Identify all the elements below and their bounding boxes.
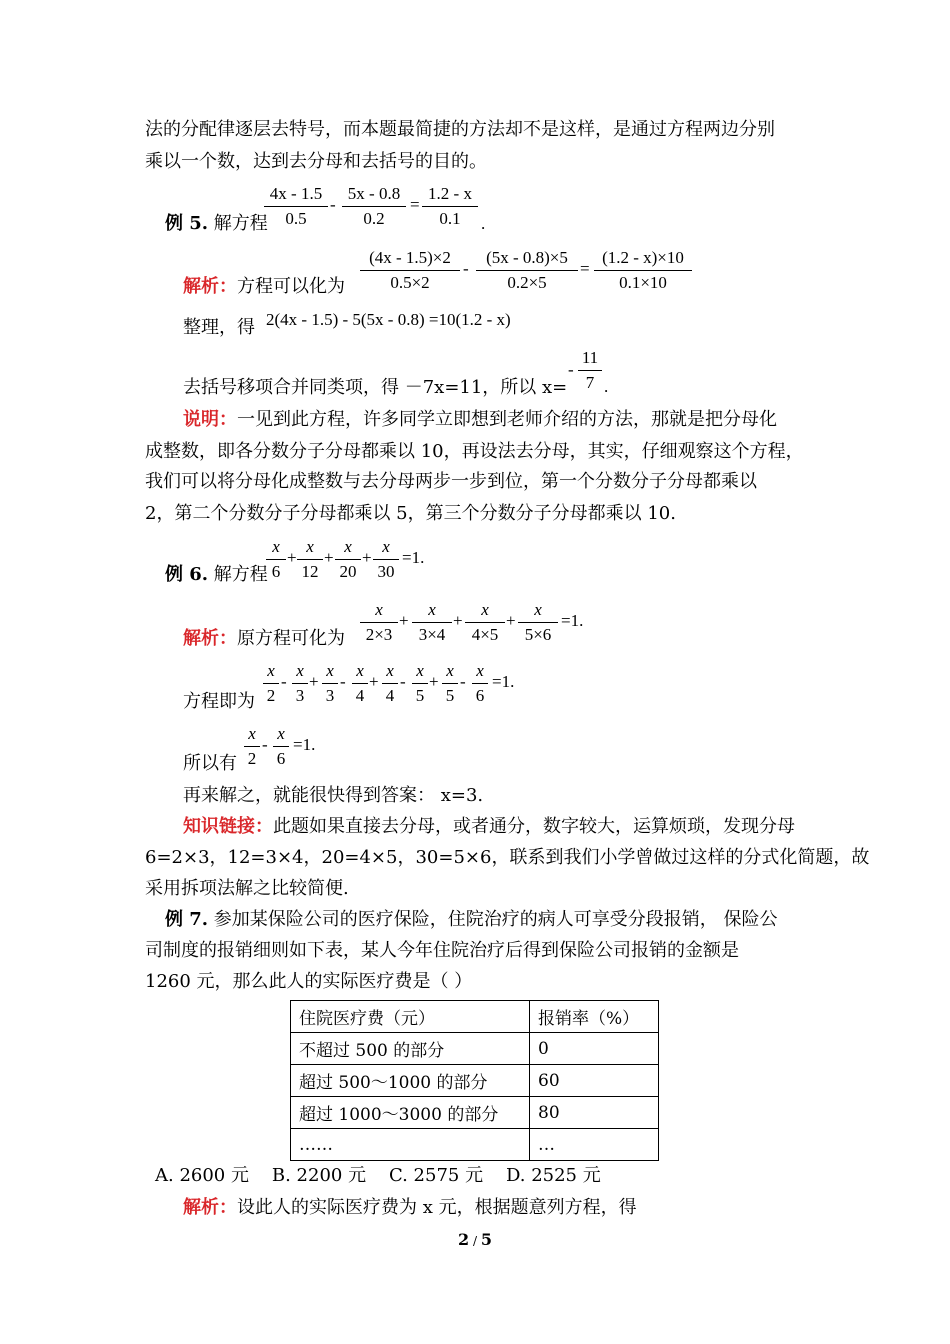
operator: + (362, 548, 372, 567)
table-header: 住院医疗费（元） (291, 1001, 530, 1033)
fraction: $\frac{x}{3}$ (322, 661, 338, 706)
fraction: $\frac{1.2 - x}{0.1}$ (422, 184, 478, 229)
example-5-heading (165, 212, 268, 236)
option-d: D. 2525 元 (505, 1165, 601, 1186)
page-number: 2 / 5 (458, 1230, 492, 1249)
fraction: $\frac{11}{7}$ (578, 348, 602, 393)
example-6-heading (165, 563, 268, 587)
table-cell: …… (291, 1129, 530, 1161)
tidy-line: 整理，得 (183, 317, 255, 338)
operator: - (400, 672, 406, 691)
table-cell: … (530, 1129, 659, 1161)
note-line: 成整数，即各分数分子分母都乘以 10，再设法去分母，其实，仔细观察这个方程， (145, 441, 804, 462)
example-7-line: 司制度的报销细则如下表，某人今年住院治疗后得到保险公司报销的金额是 (145, 940, 739, 961)
fraction: $\frac{x}{2\times 3}$ (360, 600, 398, 645)
knowledge-link-label: 知识链接： (183, 816, 273, 837)
options-line (155, 1164, 601, 1188)
fraction: $\frac{4x - 1.5}{0.5}$ (264, 184, 328, 229)
fraction: $\frac{(4x - 1.5)\times 2}{0.5\times 2}$ (360, 248, 460, 293)
operator: - (463, 259, 469, 278)
fraction: $\frac{x}{12}$ (297, 537, 323, 582)
fraction: $\frac{x}{3}$ (292, 661, 308, 706)
example-label: 例 7. (165, 909, 209, 930)
end-mark: =1. (293, 735, 316, 754)
table-cell: 60 (530, 1065, 659, 1097)
example-text: 解方程 (213, 564, 268, 585)
analysis-label: 解析： (183, 276, 237, 297)
link-line: 知识链接：此题如果直接去分母，或者通分，数字较大，运算烦琐，发现分母 (183, 816, 795, 837)
operator: - (262, 735, 268, 754)
fraction: $\frac{x}{5}$ (412, 661, 428, 706)
end-mark: =1. (402, 548, 425, 567)
table-cell: 超过 1000～3000 的部分 (291, 1097, 530, 1129)
table-header: 报销率（%） (530, 1001, 659, 1033)
reimbursement-table (290, 1000, 659, 1161)
option-c: C. 2575 元 (388, 1165, 484, 1186)
operator: - (281, 672, 287, 691)
operator: - (340, 672, 346, 691)
note-label: 说明： (183, 409, 237, 430)
table-cell: 80 (530, 1097, 659, 1129)
fraction: $\frac{x}{2}$ (263, 661, 279, 706)
operator: = (580, 259, 590, 278)
note-line: 我们可以将分母化成整数与去分母两步一步到位，第一个分数分子分母都乘以 (145, 471, 757, 492)
operator: + (287, 548, 297, 567)
analysis-line: 解析：原方程可化为 (183, 628, 345, 649)
end-mark: . (604, 377, 609, 396)
operator: - (330, 195, 336, 214)
fraction: $\frac{x}{3\times 4}$ (412, 600, 452, 645)
operator: - (460, 672, 466, 691)
fraction: $\frac{x}{2}$ (244, 724, 260, 769)
note-line: 2，第二个分数分子分母都乘以 5，第三个分数分子分母都乘以 10. (145, 503, 676, 524)
option-a: A. 2600 元 (155, 1165, 249, 1186)
fraction: $\frac{x}{6}$ (273, 724, 289, 769)
operator: + (309, 672, 319, 691)
fraction: $\frac{x}{4\times 5}$ (465, 600, 505, 645)
table-row (291, 1097, 659, 1129)
paragraph-line: 法的分配律逐层去特号，而本题最简捷的方法却不是这样，是通过方程两边分别 (145, 119, 775, 140)
end-mark: . (481, 214, 486, 233)
so-line: 所以有 (183, 753, 237, 774)
end-mark: =1. (492, 672, 515, 691)
tidy-equation: 2(4x - 1.5) - 5(5x - 0.8) =10(1.2 - x) (266, 310, 511, 329)
example-7-line: 例 7. 参加某保险公司的医疗保险，住院治疗的病人可享受分段报销， 保险公 (165, 909, 778, 930)
fraction: $\frac{(5x - 0.8)\times 5}{0.2\times 5}$ (476, 248, 578, 293)
example-7-line: 1260 元，那么此人的实际医疗费是（ ） (145, 971, 473, 992)
analysis-label: 解析： (183, 1197, 237, 1218)
table-cell: 超过 500～1000 的部分 (291, 1065, 530, 1097)
fraction: $\frac{5x - 0.8}{0.2}$ (342, 184, 406, 229)
fraction: $\frac{x}{4}$ (382, 661, 398, 706)
operator: + (453, 611, 463, 630)
fraction: $\frac{x}{30}$ (373, 537, 399, 582)
analysis-line: 解析：设此人的实际医疗费为 x 元，根据题意列方程，得 (183, 1197, 637, 1218)
end-mark: =1. (561, 611, 584, 630)
operator: + (399, 611, 409, 630)
table-row (291, 1033, 659, 1065)
operator: + (324, 548, 334, 567)
analysis-label: 解析： (183, 628, 237, 649)
table-row (291, 1129, 659, 1161)
link-line: 采用拆项法解之比较简便. (145, 878, 349, 899)
fraction: $\frac{x}{20}$ (335, 537, 361, 582)
fraction: $\frac{x}{5}$ (442, 661, 458, 706)
fraction: $\frac{(1.2 - x)\times 10}{0.1\times 10}$ (594, 248, 692, 293)
example-label: 例 6. (165, 564, 209, 585)
solve-line: 去括号移项合并同类项，得 －7x=11，所以 x= (183, 377, 568, 398)
fraction: $\frac{x}{5\times 6}$ (518, 600, 558, 645)
fraction: $\frac{x}{6}$ (472, 661, 488, 706)
analysis-line: 解析：方程可以化为 (183, 276, 345, 297)
operator: + (369, 672, 379, 691)
example-text: 解方程 (213, 213, 268, 234)
option-b: B. 2200 元 (271, 1165, 367, 1186)
table-cell: 不超过 500 的部分 (291, 1033, 530, 1065)
table-row (291, 1065, 659, 1097)
operator: + (429, 672, 439, 691)
final-line: 再来解之，就能很快得到答案： x=3. (183, 785, 484, 806)
operator: + (506, 611, 516, 630)
link-line: 6=2×3，12=3×4，20=4×5，30=5×6，联系到我们小学曾做过这样的分式化简题，故 (145, 847, 870, 868)
fraction: $\frac{x}{4}$ (352, 661, 368, 706)
example-label: 例 5. (165, 213, 209, 234)
table-header-row (291, 1001, 659, 1033)
step-line: 方程即为 (183, 691, 255, 712)
operator: = (410, 195, 420, 214)
table-cell: 0 (530, 1033, 659, 1065)
fraction: $\frac{x}{6}$ (266, 537, 286, 582)
note-line: 说明：一见到此方程，许多同学立即想到老师介绍的方法，那就是把分母化 (183, 409, 777, 430)
sign: - (568, 360, 574, 379)
paragraph-line: 乘以一个数，达到去分母和去括号的目的。 (145, 151, 487, 172)
